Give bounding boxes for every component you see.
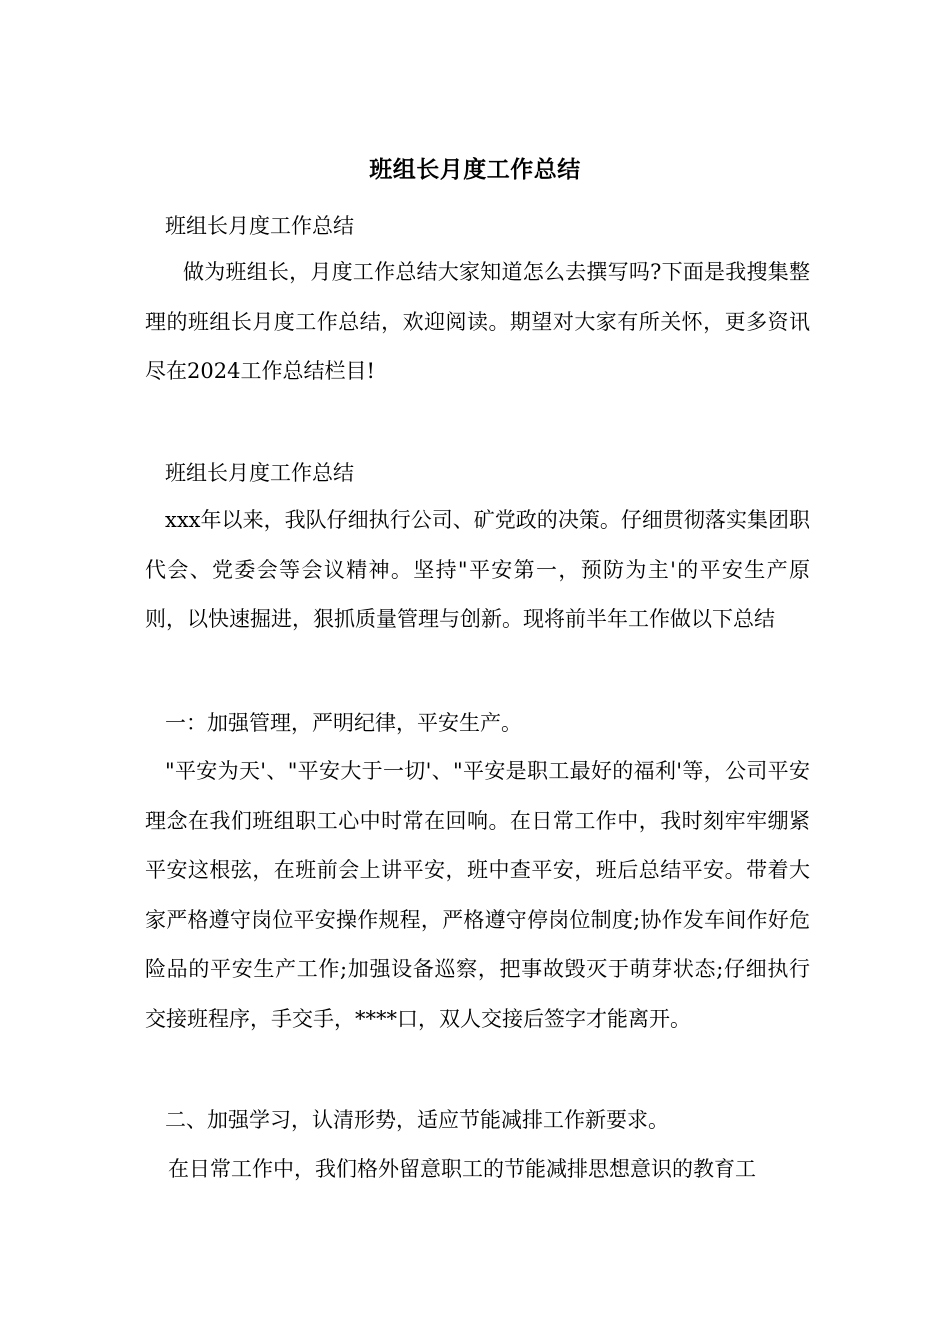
body-paragraph: "平安为天'、"平安大于一切'、"平安是职工最好的福利'等，公司平安理念在我们班组职工心中时常在回响。在日常工作中，我时刻牢牢绷紧平安这根弦，在班前会上讲平安，班中查平安，班后总结平安。带着大家严格遵守岗位平安操作规程，严格遵守停岗位制度;协作发车间作好危险品的平安生产工作;加强设备巡察，把事故毁灭于萌芽状态;仔细执行交接班程序，手交手，****口，双人交接后签字才能离开。 (145, 759, 810, 1031)
body-paragraph: 在日常工作中，我们格外留意职工的节能减排思想意识的教育工 (168, 1157, 756, 1181)
section-heading: 一：加强管理，严明纪律，平安生产。 (165, 711, 522, 735)
intro-paragraph: 做为班组长，月度工作总结大家知道怎么去撰写吗?下面是我搜集整理的班组长月度工作总结，欢迎阅读。期望对大家有所关怀，更多资讯尽在2024工作总结栏目! (145, 260, 810, 383)
section-heading: 二、加强学习，认清形势，适应节能减排工作新要求。 (165, 1108, 669, 1132)
document-title: 班组长月度工作总结 (369, 156, 581, 183)
body-paragraph: xxx年以来，我队仔细执行公司、矿党政的决策。仔细贯彻落实集团职代会、党委会等会议精神。坚持"平安第一，预防为主'的平安生产原则，以快速掘进，狠抓质量管理与创新。现将前半年工作做以下总结 (145, 508, 810, 631)
section-subtitle: 班组长月度工作总结 (165, 214, 354, 238)
section-subtitle: 班组长月度工作总结 (165, 461, 354, 485)
